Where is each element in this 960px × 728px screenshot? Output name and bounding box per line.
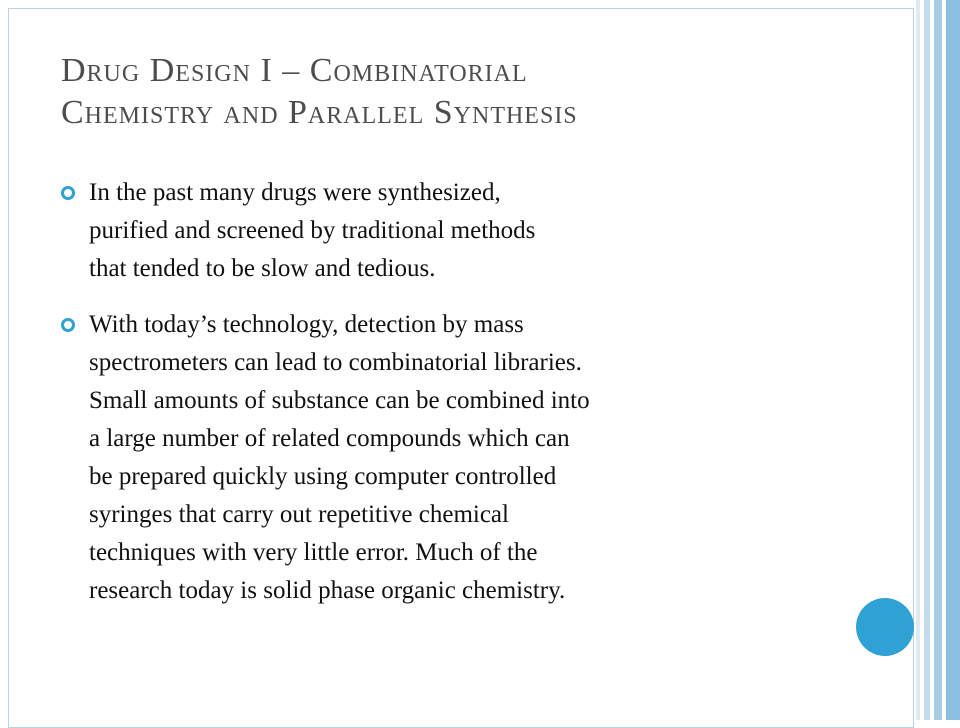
title-line-2: Chemistry and Parallel Synthesis [61, 94, 578, 131]
bullet-1-line-1: In the past many drugs were synthesized, [89, 179, 501, 206]
hollow-ring-icon [60, 317, 76, 333]
bullet-2-line-8: research today is solid phase organic chemistry. [89, 577, 566, 604]
decorative-stripes [916, 0, 960, 720]
stripe-1 [916, 0, 920, 720]
bullet-item-1 [60, 174, 840, 288]
stripe-3 [934, 0, 942, 720]
bullet-1-line-2: purified and screened by traditional methods [89, 217, 536, 244]
bullet-2-line-2: spectrometers can lead to combinatorial libraries. [89, 349, 582, 376]
bullet-1-line-3: that tended to be slow and tedious. [89, 255, 436, 282]
bullet-list [60, 174, 840, 628]
bullet-2-line-6: syringes that carry out repetitive chemical [89, 501, 509, 528]
stripe-4 [946, 0, 960, 720]
bullet-item-2 [60, 306, 840, 610]
bullet-2-line-5: be prepared quickly using computer controlled [89, 463, 557, 490]
bullet-2-line-4: a large number of related compounds which can [89, 425, 570, 452]
bullet-2-line-1: With today’s technology, detection by mass [89, 311, 524, 338]
slide-title [61, 50, 821, 134]
hollow-ring-icon [60, 185, 76, 201]
accent-circle-icon [856, 598, 914, 656]
title-line-1: Drug Design I – Combinatorial [61, 52, 528, 89]
stripe-2 [924, 0, 930, 720]
bullet-2-line-7: techniques with very little error. Much of the [89, 539, 538, 566]
bullet-2-line-3: Small amounts of substance can be combined into [89, 387, 590, 414]
